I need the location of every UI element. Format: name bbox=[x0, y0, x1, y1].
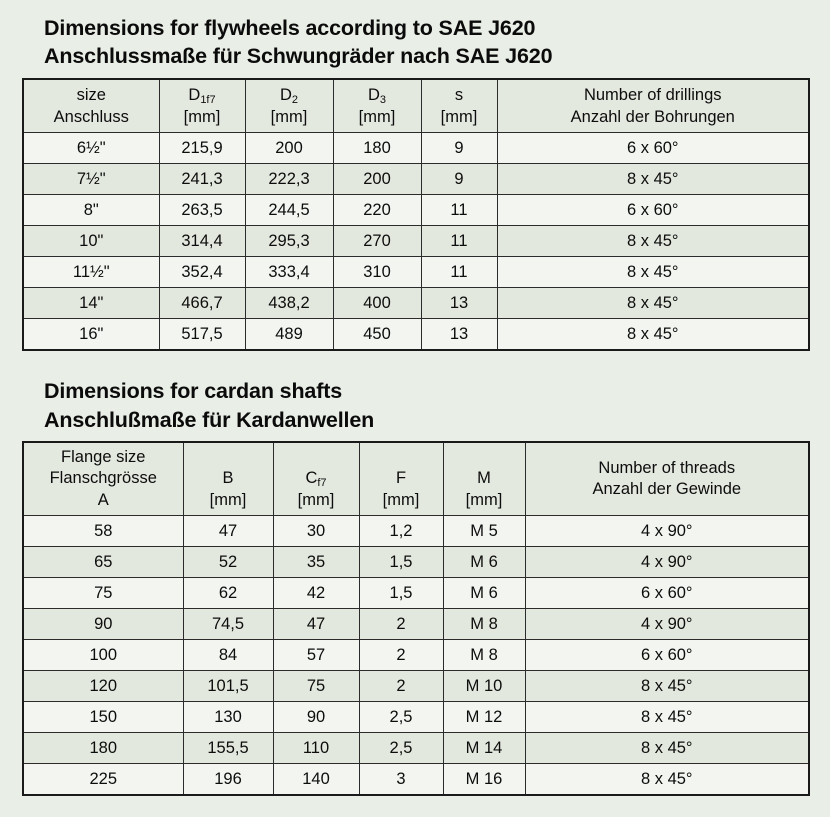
cell-f: 1,5 bbox=[359, 578, 443, 609]
header-d1-sub: 1f7 bbox=[200, 93, 216, 106]
header-c bbox=[273, 442, 359, 516]
cardan-title-de: Anschlußmaße für Kardanwellen bbox=[44, 407, 375, 432]
cell-s: 11 bbox=[421, 226, 497, 257]
flywheel-table-head bbox=[23, 79, 809, 133]
header-b-unit: [mm] bbox=[209, 490, 247, 509]
header-drillings-en: Number of drillings bbox=[583, 85, 722, 104]
cell-m: M 10 bbox=[443, 671, 525, 702]
cell-threads: 6 x 60° bbox=[525, 578, 809, 609]
cell-b: 155,5 bbox=[183, 733, 273, 764]
cell-d3: 450 bbox=[333, 319, 421, 351]
cell-d3: 200 bbox=[333, 164, 421, 195]
table-row bbox=[23, 671, 809, 702]
cardan-table-head bbox=[23, 442, 809, 516]
cell-m: M 8 bbox=[443, 609, 525, 640]
cell-c: 47 bbox=[273, 609, 359, 640]
cell-d3: 400 bbox=[333, 288, 421, 319]
cell-a: 225 bbox=[23, 764, 183, 796]
cell-b: 74,5 bbox=[183, 609, 273, 640]
cell-size: 7½" bbox=[23, 164, 159, 195]
cell-s: 11 bbox=[421, 195, 497, 226]
cell-b: 62 bbox=[183, 578, 273, 609]
header-d2-unit: [mm] bbox=[270, 108, 308, 127]
header-s-symbol: s bbox=[454, 85, 464, 104]
cardan-table-body bbox=[23, 516, 809, 796]
header-d1 bbox=[159, 79, 245, 133]
cell-d3: 310 bbox=[333, 257, 421, 288]
cell-d1: 215,9 bbox=[159, 133, 245, 164]
header-flange-en: Flange size bbox=[61, 448, 146, 467]
table-row bbox=[23, 640, 809, 671]
cell-threads: 4 x 90° bbox=[525, 516, 809, 547]
cell-drillings: 8 x 45° bbox=[497, 288, 809, 319]
table-row bbox=[23, 226, 809, 257]
table-row bbox=[23, 609, 809, 640]
cell-s: 9 bbox=[421, 164, 497, 195]
header-m-symbol: M bbox=[477, 469, 491, 488]
header-b-spacer bbox=[186, 447, 271, 468]
cell-drillings: 8 x 45° bbox=[497, 257, 809, 288]
flywheel-title-en: Dimensions for flywheels according to SAE J620 bbox=[44, 16, 536, 40]
cell-f: 2 bbox=[359, 609, 443, 640]
header-m bbox=[443, 442, 525, 516]
table-row bbox=[23, 164, 809, 195]
cell-size: 14" bbox=[23, 288, 159, 319]
header-drillings bbox=[497, 79, 809, 133]
cell-m: M 6 bbox=[443, 578, 525, 609]
flywheel-table-body bbox=[23, 133, 809, 351]
header-flange-de: Flanschgrösse bbox=[49, 469, 157, 488]
header-d3-letter: D bbox=[367, 85, 380, 104]
header-s-unit: [mm] bbox=[440, 108, 478, 127]
cell-a: 58 bbox=[23, 516, 183, 547]
cell-c: 35 bbox=[273, 547, 359, 578]
header-threads-en: Number of threads bbox=[598, 458, 736, 477]
header-d2-symbol bbox=[248, 84, 331, 106]
cell-s: 13 bbox=[421, 319, 497, 351]
table-row bbox=[23, 547, 809, 578]
header-m-spacer bbox=[446, 447, 523, 468]
table-row bbox=[23, 288, 809, 319]
header-size-line1: size bbox=[76, 85, 106, 104]
header-f-unit: [mm] bbox=[382, 490, 420, 509]
table-header-row bbox=[23, 79, 809, 133]
cell-m: M 16 bbox=[443, 764, 525, 796]
cell-c: 30 bbox=[273, 516, 359, 547]
header-d3-symbol bbox=[336, 84, 419, 106]
header-c-spacer bbox=[276, 447, 357, 468]
cell-f: 2 bbox=[359, 640, 443, 671]
header-flange-size bbox=[23, 442, 183, 516]
cell-d1: 314,4 bbox=[159, 226, 245, 257]
cell-drillings: 8 x 45° bbox=[497, 164, 809, 195]
cell-size: 16" bbox=[23, 319, 159, 351]
header-d1-symbol bbox=[162, 84, 243, 106]
cell-c: 110 bbox=[273, 733, 359, 764]
header-c-symbol bbox=[276, 468, 357, 489]
header-threads-de: Anzahl der Gewinde bbox=[592, 480, 742, 499]
header-f-symbol: F bbox=[395, 469, 407, 488]
cell-d3: 220 bbox=[333, 195, 421, 226]
flywheel-table bbox=[22, 78, 810, 352]
flywheel-title bbox=[22, 14, 808, 71]
cell-a: 120 bbox=[23, 671, 183, 702]
header-d2-sub: 2 bbox=[291, 93, 299, 106]
header-d2-letter: D bbox=[279, 85, 292, 104]
header-d3-unit: [mm] bbox=[358, 108, 396, 127]
header-drillings-de: Anzahl der Bohrungen bbox=[570, 108, 735, 127]
cell-d2: 244,5 bbox=[245, 195, 333, 226]
cell-b: 101,5 bbox=[183, 671, 273, 702]
flywheel-section bbox=[22, 14, 808, 351]
table-row bbox=[23, 764, 809, 796]
cell-m: M 12 bbox=[443, 702, 525, 733]
cell-d1: 466,7 bbox=[159, 288, 245, 319]
cell-m: M 6 bbox=[443, 547, 525, 578]
cell-d1: 517,5 bbox=[159, 319, 245, 351]
cell-f: 1,5 bbox=[359, 547, 443, 578]
cell-f: 3 bbox=[359, 764, 443, 796]
header-b bbox=[183, 442, 273, 516]
table-row bbox=[23, 578, 809, 609]
cell-c: 90 bbox=[273, 702, 359, 733]
cell-d2: 200 bbox=[245, 133, 333, 164]
cell-a: 150 bbox=[23, 702, 183, 733]
header-d3-sub: 3 bbox=[379, 93, 387, 106]
cell-d3: 180 bbox=[333, 133, 421, 164]
cardan-title bbox=[22, 377, 808, 434]
cell-d2: 222,3 bbox=[245, 164, 333, 195]
cell-m: M 5 bbox=[443, 516, 525, 547]
cell-c: 42 bbox=[273, 578, 359, 609]
cell-d2: 489 bbox=[245, 319, 333, 351]
table-row bbox=[23, 733, 809, 764]
cell-c: 140 bbox=[273, 764, 359, 796]
table-row bbox=[23, 133, 809, 164]
cell-a: 75 bbox=[23, 578, 183, 609]
cell-b: 47 bbox=[183, 516, 273, 547]
cardan-table bbox=[22, 441, 810, 796]
cell-size: 11½" bbox=[23, 257, 159, 288]
table-header-row bbox=[23, 442, 809, 516]
cell-f: 1,2 bbox=[359, 516, 443, 547]
cell-c: 57 bbox=[273, 640, 359, 671]
cell-a: 100 bbox=[23, 640, 183, 671]
cell-threads: 8 x 45° bbox=[525, 671, 809, 702]
cell-drillings: 6 x 60° bbox=[497, 195, 809, 226]
cell-threads: 8 x 45° bbox=[525, 733, 809, 764]
section-spacer bbox=[22, 351, 808, 377]
cell-f: 2,5 bbox=[359, 733, 443, 764]
header-m-unit: [mm] bbox=[465, 490, 503, 509]
cell-d2: 295,3 bbox=[245, 226, 333, 257]
cell-drillings: 6 x 60° bbox=[497, 133, 809, 164]
cell-d1: 352,4 bbox=[159, 257, 245, 288]
cell-drillings: 8 x 45° bbox=[497, 226, 809, 257]
cell-a: 90 bbox=[23, 609, 183, 640]
cell-s: 9 bbox=[421, 133, 497, 164]
header-threads bbox=[525, 442, 809, 516]
cell-threads: 8 x 45° bbox=[525, 702, 809, 733]
cell-c: 75 bbox=[273, 671, 359, 702]
cell-d1: 263,5 bbox=[159, 195, 245, 226]
header-flange-symbol: A bbox=[97, 490, 109, 509]
cell-a: 180 bbox=[23, 733, 183, 764]
header-size bbox=[23, 79, 159, 133]
cell-b: 52 bbox=[183, 547, 273, 578]
cell-d1: 241,3 bbox=[159, 164, 245, 195]
cardan-section bbox=[22, 377, 808, 796]
header-c-letter: C bbox=[305, 469, 318, 488]
cardan-title-en: Dimensions for cardan shafts bbox=[44, 379, 343, 404]
header-c-unit: [mm] bbox=[297, 490, 335, 509]
cell-d2: 333,4 bbox=[245, 257, 333, 288]
header-size-line2: Anschluss bbox=[53, 108, 129, 127]
cell-b: 130 bbox=[183, 702, 273, 733]
cell-s: 13 bbox=[421, 288, 497, 319]
header-f bbox=[359, 442, 443, 516]
cell-size: 6½" bbox=[23, 133, 159, 164]
cell-size: 8" bbox=[23, 195, 159, 226]
header-f-spacer bbox=[362, 447, 441, 468]
header-d1-unit: [mm] bbox=[183, 108, 221, 127]
table-row bbox=[23, 702, 809, 733]
header-d2 bbox=[245, 79, 333, 133]
table-row bbox=[23, 516, 809, 547]
flywheel-title-de: Anschlussmaße für Schwungräder nach SAE J620 bbox=[44, 44, 553, 69]
cell-m: M 8 bbox=[443, 640, 525, 671]
header-s bbox=[421, 79, 497, 133]
cell-threads: 6 x 60° bbox=[525, 640, 809, 671]
cell-threads: 4 x 90° bbox=[525, 609, 809, 640]
cell-a: 65 bbox=[23, 547, 183, 578]
table-row bbox=[23, 319, 809, 351]
cell-threads: 4 x 90° bbox=[525, 547, 809, 578]
cell-f: 2 bbox=[359, 671, 443, 702]
header-c-sub: f7 bbox=[317, 477, 327, 490]
cell-d3: 270 bbox=[333, 226, 421, 257]
cell-b: 196 bbox=[183, 764, 273, 796]
cell-s: 11 bbox=[421, 257, 497, 288]
header-d3 bbox=[333, 79, 421, 133]
cell-threads: 8 x 45° bbox=[525, 764, 809, 796]
cell-b: 84 bbox=[183, 640, 273, 671]
header-b-symbol: B bbox=[222, 469, 234, 488]
cell-drillings: 8 x 45° bbox=[497, 319, 809, 351]
header-d1-letter: D bbox=[188, 85, 201, 104]
cell-d2: 438,2 bbox=[245, 288, 333, 319]
table-row bbox=[23, 195, 809, 226]
cell-m: M 14 bbox=[443, 733, 525, 764]
cell-size: 10" bbox=[23, 226, 159, 257]
table-row bbox=[23, 257, 809, 288]
cell-f: 2,5 bbox=[359, 702, 443, 733]
